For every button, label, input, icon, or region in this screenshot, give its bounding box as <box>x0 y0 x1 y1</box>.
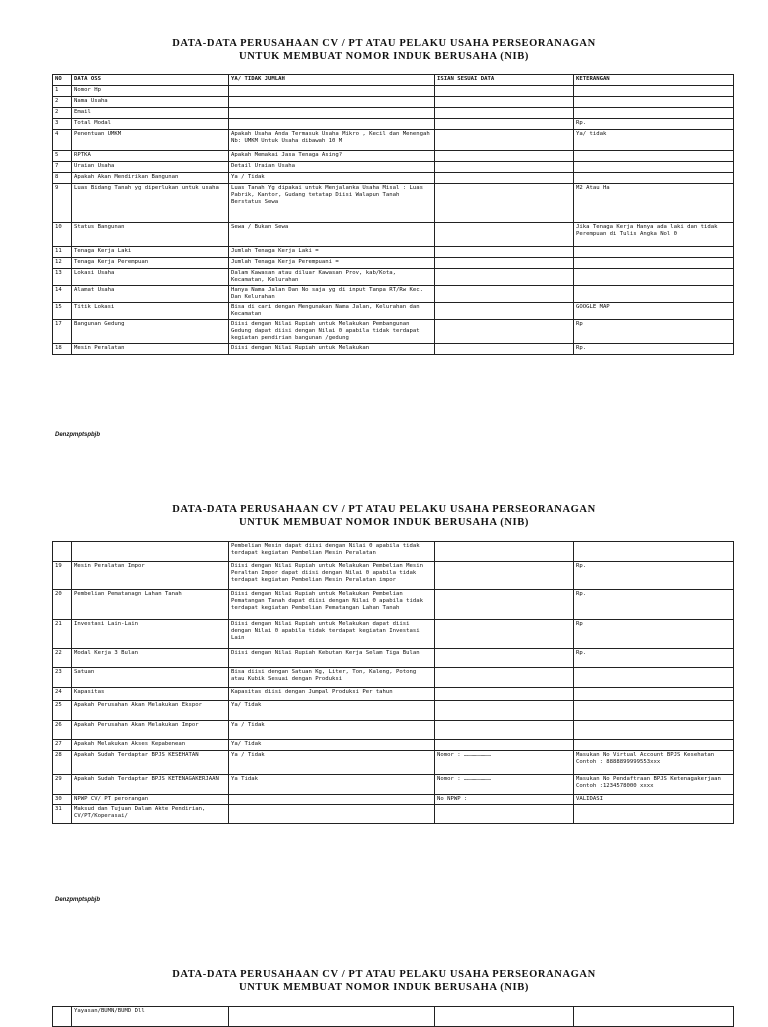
cell-isian <box>435 184 574 223</box>
footer-mark: Denzpmptspbjb <box>55 897 100 903</box>
cell-no: 17 <box>53 320 72 344</box>
footer-mark: Denzpmptspbjb <box>55 432 100 438</box>
cell-isian <box>435 320 574 344</box>
cell-keterangan <box>574 740 734 751</box>
table-row <box>53 258 734 269</box>
table-row <box>53 269 734 286</box>
cell-no: 11 <box>53 247 72 258</box>
cell-isian <box>435 130 574 151</box>
cell-isian: Nomor : …………………… <box>435 751 574 775</box>
cell-no: 2 <box>53 97 72 108</box>
cell-data-oss: Nama Usaha <box>72 97 229 108</box>
cell-isian <box>435 247 574 258</box>
cell-data-oss: RPTKA <box>72 151 229 162</box>
cell-ya-tidak <box>229 108 435 119</box>
cell-isian <box>435 286 574 303</box>
cell-ya-tidak: Kapasitas diisi dengan Jumpal Produksi Per tahun <box>229 688 435 701</box>
cell-keterangan: Rp. <box>574 119 734 130</box>
cell-data-oss <box>72 542 229 562</box>
cell-no: 9 <box>53 184 72 223</box>
title-line-1: DATA-DATA PERUSAHAAN CV / PT ATAU PELAKU USAHA PERSEORANAGAN <box>172 969 596 980</box>
cell-isian: No NPWP : <box>435 795 574 805</box>
cell-data-oss: Tenaga Kerja Perempuan <box>72 258 229 269</box>
cell-data-oss: Kapasitas <box>72 688 229 701</box>
cell-no: 29 <box>53 775 72 795</box>
table-body <box>53 86 734 355</box>
cell-keterangan <box>574 542 734 562</box>
cell-isian <box>435 668 574 688</box>
cell-keterangan: M2 Atau Ha <box>574 184 734 223</box>
cell-isian <box>435 173 574 184</box>
cell-keterangan: Masukan No Virtual Account BPJS Kesehatan Contoh : 8888899999553xxx <box>574 751 734 775</box>
table-row <box>53 119 734 130</box>
cell-isian <box>435 119 574 130</box>
table-row <box>53 649 734 668</box>
cell-ya-tidak: Bisa di cari dengan Mengunakan Nama Jalan, Kelurahan dan Kecamatan <box>229 303 435 320</box>
title-line-2: UNTUK MEMBUAT NOMOR INDUK BERUSAHA (NIB) <box>239 51 529 62</box>
cell-ya-tidak: Detail Uraian Usaha <box>229 162 435 173</box>
cell-ya-tidak <box>229 97 435 108</box>
cell-data-oss: Apakah Melakukan Akses Kepabenean <box>72 740 229 751</box>
cell-ya-tidak: Apakah Memakai Jasa Tenaga Asing? <box>229 151 435 162</box>
cell-ya-tidak: Apakah Usaha Anda Termasuk Usaha Mikro , Kecil dan Menengah Nb: UMKM Untuk Usaha dibawah 10 M <box>229 130 435 151</box>
cell-isian <box>435 258 574 269</box>
table-row <box>53 344 734 355</box>
table-row <box>53 740 734 751</box>
cell-data-oss: Pembelian Pematanagn Lahan Tanah <box>72 590 229 620</box>
cell-no: 3 <box>53 119 72 130</box>
cell-ya-tidak: Diisi dengan Nilai Rupiah untuk Melakukan dapat diisi dengan Nilai 0 apabila tidak terdapat kegiatan Investasi Lain <box>229 620 435 649</box>
cell-data-oss: Yayasan/BUMN/BUMD Dll <box>72 1007 229 1027</box>
cell-keterangan <box>574 173 734 184</box>
table-row <box>53 162 734 173</box>
cell-isian <box>435 151 574 162</box>
cell-data-oss: Titik Lokasi <box>72 303 229 320</box>
cell-no: 30 <box>53 795 72 805</box>
cell-no: 1 <box>53 86 72 97</box>
title-line-2: UNTUK MEMBUAT NOMOR INDUK BERUSAHA (NIB) <box>239 982 529 993</box>
cell-data-oss: Nomor Hp <box>72 86 229 97</box>
cell-keterangan: Rp. <box>574 344 734 355</box>
cell-keterangan: Ya/ tidak <box>574 130 734 151</box>
cell-no: 15 <box>53 303 72 320</box>
cell-no <box>53 542 72 562</box>
document-title <box>0 37 768 63</box>
cell-keterangan <box>574 688 734 701</box>
cell-ya-tidak: Jumlah Tenaga Kerja Perempuani = <box>229 258 435 269</box>
cell-keterangan <box>574 97 734 108</box>
title-line-1: DATA-DATA PERUSAHAAN CV / PT ATAU PELAKU USAHA PERSEORANAGAN <box>172 504 596 515</box>
document-title <box>0 968 768 994</box>
cell-keterangan: Rp. <box>574 562 734 590</box>
cell-ya-tidak <box>229 86 435 97</box>
cell-ya-tidak: Ya / Tidak <box>229 721 435 740</box>
cell-no: 23 <box>53 668 72 688</box>
table-header-row <box>53 75 734 86</box>
cell-keterangan <box>574 108 734 119</box>
cell-no: 27 <box>53 740 72 751</box>
table-row <box>53 751 734 775</box>
cell-ya-tidak: Dalam Kawasan atau diluar Kawasan Prov, kab/Kota, Kecamatan, Kelurahan <box>229 269 435 286</box>
cell-isian: Nomor : …………………… <box>435 775 574 795</box>
cell-ya-tidak: Jumlah Tenaga Kerja Laki = <box>229 247 435 258</box>
header-data-oss: DATA OSS <box>72 75 229 86</box>
cell-isian <box>435 108 574 119</box>
cell-no: 24 <box>53 688 72 701</box>
cell-keterangan: GOOGLE MAP <box>574 303 734 320</box>
cell-ya-tidak: Bisa diisi dengan Satuan Kg, Liter, Ton, Kaleng, Potong atau Kubik Sesuai dengan Produksi <box>229 668 435 688</box>
cell-keterangan: Masukan No Pendaftraan BPJS Ketenagakerjaan Contoh :1234578000 xxxx <box>574 775 734 795</box>
cell-no: 5 <box>53 151 72 162</box>
cell-data-oss: Lokasi Usaha <box>72 269 229 286</box>
cell-keterangan: Rp. <box>574 590 734 620</box>
cell-ya-tidak: Diisi dengan Nilai Rupiah untuk Melakukan Pembangunan Gedung dapat diisi dengan Nilai 0 apabila tidak terdapat kegiatan pendirian bangunan /gedung <box>229 320 435 344</box>
cell-isian <box>435 688 574 701</box>
cell-data-oss: Modal Kerja 3 Bulan <box>72 649 229 668</box>
cell-isian <box>435 303 574 320</box>
cell-data-oss: Mesin Peralatan <box>72 344 229 355</box>
cell-data-oss: Email <box>72 108 229 119</box>
cell-data-oss: Bangunan Gedung <box>72 320 229 344</box>
table-row <box>53 620 734 649</box>
table-row <box>53 97 734 108</box>
data-table <box>52 74 734 355</box>
header-no: NO <box>53 75 72 86</box>
cell-data-oss: Penentuan UMKM <box>72 130 229 151</box>
cell-ya-tidak: Ya / Tidak <box>229 751 435 775</box>
cell-no: 13 <box>53 269 72 286</box>
cell-keterangan: Rp <box>574 620 734 649</box>
cell-data-oss: Luas Bidang Tanah yg diperlukan untuk usaha <box>72 184 229 223</box>
cell-isian <box>435 649 574 668</box>
cell-keterangan <box>574 805 734 824</box>
cell-isian <box>435 701 574 721</box>
cell-no: 28 <box>53 751 72 775</box>
header-isian: ISIAN SESUAI DATA <box>435 75 574 86</box>
data-table <box>52 541 734 824</box>
cell-isian <box>435 721 574 740</box>
cell-keterangan <box>574 668 734 688</box>
cell-data-oss: Satuan <box>72 668 229 688</box>
cell-no: 21 <box>53 620 72 649</box>
cell-no: 12 <box>53 258 72 269</box>
cell-no: 20 <box>53 590 72 620</box>
cell-ya-tidak: Ya Tidak <box>229 775 435 795</box>
table-row <box>53 223 734 247</box>
cell-ya-tidak: Diisi dengan Nilai Rupiah untuk Melakukan Pembelian Mesin Peraltan Impor dapat diisi dengan Nilai 0 apabila tidak terdapat kegiatan Pembelian Mesin Peralatan impor <box>229 562 435 590</box>
cell-data-oss: Status Bangunan <box>72 223 229 247</box>
cell-data-oss: Alamat Usaha <box>72 286 229 303</box>
cell-no: 14 <box>53 286 72 303</box>
cell-ya-tidak: Hanya Nama Jalan Dan No saja yg di input Tanpa RT/Rw Kec. Dan Kelurahan <box>229 286 435 303</box>
cell-isian <box>435 162 574 173</box>
cell-isian <box>435 562 574 590</box>
table-row <box>53 151 734 162</box>
table-body <box>53 542 734 824</box>
table-row <box>53 721 734 740</box>
table-row <box>53 688 734 701</box>
cell-isian <box>435 223 574 247</box>
cell-ya-tidak: Diisi dengan Nilai Rupiah untuk Melakukan <box>229 344 435 355</box>
cell-no: 22 <box>53 649 72 668</box>
cell-keterangan <box>574 258 734 269</box>
cell-ya-tidak: Diisi dengan Nilai Rupiah Kebutan Kerja Selam Tiga Bulan <box>229 649 435 668</box>
table-row <box>53 668 734 688</box>
table-row <box>53 701 734 721</box>
cell-data-oss: Apakah Sudah Terdaptar BPJS KETENAGAKERJAAN <box>72 775 229 795</box>
cell-ya-tidak <box>229 119 435 130</box>
cell-isian <box>435 620 574 649</box>
cell-ya-tidak: Pembelian Mesin dapat diisi dengan Nilai 0 apabila tidak terdapat kegiatan Pembelian Mesin Peralatan <box>229 542 435 562</box>
title-line-2: UNTUK MEMBUAT NOMOR INDUK BERUSAHA (NIB) <box>239 517 529 528</box>
cell-keterangan: VALIDASI <box>574 795 734 805</box>
table-row <box>53 590 734 620</box>
cell-no: 18 <box>53 344 72 355</box>
table-row <box>53 247 734 258</box>
table-row <box>53 286 734 303</box>
cell-keterangan <box>574 286 734 303</box>
cell-keterangan <box>574 721 734 740</box>
cell-isian <box>435 542 574 562</box>
cell-data-oss: Total Modal <box>72 119 229 130</box>
cell-keterangan <box>574 151 734 162</box>
cell-keterangan: Rp <box>574 320 734 344</box>
cell-data-oss: Uraian Usaha <box>72 162 229 173</box>
cell-data-oss: Apakah Sudah Terdaptar BPJS KESEHATAN <box>72 751 229 775</box>
cell-ya-tidak <box>229 805 435 824</box>
cell-no: 10 <box>53 223 72 247</box>
cell-no: 2 <box>53 108 72 119</box>
table-row <box>53 303 734 320</box>
cell-ya-tidak <box>229 795 435 805</box>
cell-data-oss: NPWP CV/ PT perorangan <box>72 795 229 805</box>
cell-no: 8 <box>53 173 72 184</box>
cell-no: 4 <box>53 130 72 151</box>
cell-data-oss: Maksud dan Tujuan Dalam Akte Pendirian, CV/PT/Koperasai/ <box>72 805 229 824</box>
cell-keterangan <box>574 701 734 721</box>
table-row <box>53 86 734 97</box>
table-row <box>53 795 734 805</box>
table-row <box>53 184 734 223</box>
document-title <box>0 503 768 529</box>
header-keterangan: KETERANGAN <box>574 75 734 86</box>
table-row <box>53 542 734 562</box>
cell-isian <box>435 269 574 286</box>
cell-data-oss: Apakah Perusahan Akan Melakukan Impor <box>72 721 229 740</box>
cell-keterangan: Jika Tenaga Kerja Hanya ada laki dan tidak Perempuan di Tulis Angka Nol 0 <box>574 223 734 247</box>
cell-ya-tidak: Ya / Tidak <box>229 173 435 184</box>
cell-no: 31 <box>53 805 72 824</box>
header-ya-tidak: YA/ TIDAK JUMLAH <box>229 75 435 86</box>
table-row <box>53 320 734 344</box>
cell-ya-tidak: Ya/ Tidak <box>229 740 435 751</box>
cell-keterangan <box>574 86 734 97</box>
table-row <box>53 805 734 824</box>
table-row <box>53 108 734 119</box>
cell-isian <box>435 97 574 108</box>
cell-keterangan <box>574 247 734 258</box>
cell-no: 25 <box>53 701 72 721</box>
table-row <box>53 775 734 795</box>
table-row <box>53 562 734 590</box>
cell-data-oss: Tenaga Kerja Laki <box>72 247 229 258</box>
cell-keterangan: Rp. <box>574 649 734 668</box>
cell-data-oss: Apakah Perusahan Akan Melakukan Ekspor <box>72 701 229 721</box>
cell-no: 19 <box>53 562 72 590</box>
cell-ya-tidak: Luas Tanah Yg dipakai untuk Menjalanka Usaha Misal : Luas Pabrik, Kantor, Gudang tetatap Diisi Walapun Tanah Berstatus Sewa <box>229 184 435 223</box>
table-row <box>53 130 734 151</box>
cell-isian <box>435 86 574 97</box>
cell-isian <box>435 344 574 355</box>
cell-ya-tidak: Sewa / Bukan Sewa <box>229 223 435 247</box>
cell-isian <box>435 740 574 751</box>
cell-no: 7 <box>53 162 72 173</box>
cell-ya-tidak: Diisi dengan Nilai Rupiah untuk Melakukan Pembelian Pematangan Tanah dapat diisi dengan Nilai 0 apabila tidak terdapat kegiatan Pembelian Pematangan Lahan Tanah <box>229 590 435 620</box>
cell-keterangan <box>574 269 734 286</box>
cell-keterangan <box>574 162 734 173</box>
cell-data-oss: Investasi Lain-Lain <box>72 620 229 649</box>
cell-isian <box>435 805 574 824</box>
table-row <box>53 173 734 184</box>
cell-data-oss: Mesin Peralatan Impor <box>72 562 229 590</box>
cell-no: 26 <box>53 721 72 740</box>
title-line-1: DATA-DATA PERUSAHAAN CV / PT ATAU PELAKU USAHA PERSEORANAGAN <box>172 38 596 49</box>
cell-isian <box>435 590 574 620</box>
cell-ya-tidak: Ya/ Tidak <box>229 701 435 721</box>
cell-data-oss: Apakah Akan Mendirikan Bangunan <box>72 173 229 184</box>
